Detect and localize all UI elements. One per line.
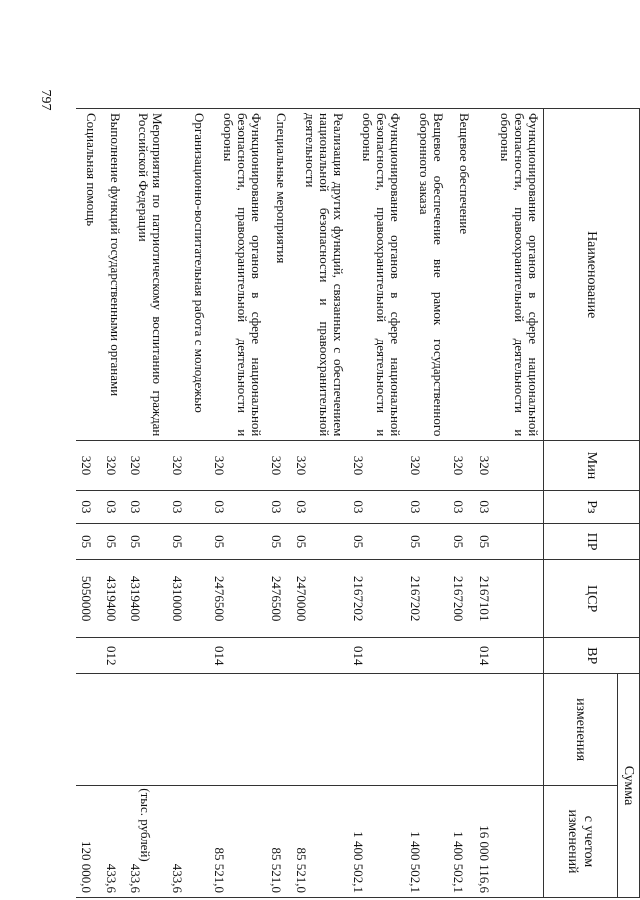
header-rz: Рз — [544, 490, 640, 524]
cell-csr: 2167202 — [405, 559, 448, 637]
cell-changes — [474, 674, 544, 786]
cell-pr: 05 — [291, 524, 348, 560]
page-number: 797 — [38, 89, 53, 111]
table-body — [76, 109, 544, 898]
cell-total: 120 000,0 — [76, 786, 101, 898]
cell-changes — [167, 674, 209, 786]
cell-pr: 05 — [405, 524, 448, 560]
cell-vr: 014 — [209, 638, 266, 674]
cell-min: 320 — [474, 441, 544, 490]
cell-vr — [291, 638, 348, 674]
cell-name: Вещевое обеспечение вне рамок государственного оборонного заказа — [405, 109, 448, 441]
cell-min: 320 — [266, 441, 291, 490]
cell-rz: 03 — [167, 490, 209, 524]
cell-name: Функционирование органов в сфере национальной безопасности, правоохранительной деятельности и обороны — [348, 109, 405, 441]
cell-changes — [76, 674, 101, 786]
cell-name: Функционирование органов в сфере национальной безопасности, правоохранительной деятельности и обороны — [474, 109, 544, 441]
cell-pr: 05 — [209, 524, 266, 560]
cell-total: 16 000 116,6 — [474, 786, 544, 898]
cell-name: Специальные мероприятия — [266, 109, 291, 441]
cell-rz: 03 — [76, 490, 101, 524]
cell-pr: 05 — [167, 524, 209, 560]
cell-rz: 03 — [266, 490, 291, 524]
table-row — [101, 109, 125, 898]
header-sum: Сумма — [618, 674, 640, 898]
cell-total: 433,6 — [101, 786, 125, 898]
cell-rz: 03 — [291, 490, 348, 524]
cell-vr: 014 — [474, 638, 544, 674]
cell-csr: 5050000 — [76, 559, 101, 637]
cell-min: 320 — [76, 441, 101, 490]
cell-changes — [125, 674, 167, 786]
cell-changes — [209, 674, 266, 786]
table-row — [405, 109, 448, 898]
table-row — [474, 109, 544, 898]
table-row — [348, 109, 405, 898]
cell-csr: 2476500 — [266, 559, 291, 637]
cell-total: 433,6 — [125, 786, 167, 898]
cell-min: 320 — [348, 441, 405, 490]
cell-changes — [448, 674, 474, 786]
cell-min: 320 — [125, 441, 167, 490]
cell-vr — [167, 638, 209, 674]
cell-name: Функционирование органов в сфере национальной безопасности, правоохранительной деятельности и обороны — [209, 109, 266, 441]
table-row — [125, 109, 167, 898]
table-row — [76, 109, 101, 898]
cell-pr: 05 — [474, 524, 544, 560]
cell-vr — [76, 638, 101, 674]
cell-min: 320 — [448, 441, 474, 490]
header-csr: ЦСР — [544, 559, 640, 637]
table-row — [209, 109, 266, 898]
cell-pr: 05 — [266, 524, 291, 560]
cell-pr: 05 — [125, 524, 167, 560]
cell-vr — [266, 638, 291, 674]
cell-total: 1 400 502,1 — [448, 786, 474, 898]
cell-min: 320 — [209, 441, 266, 490]
cell-rz: 03 — [348, 490, 405, 524]
cell-csr: 4310000 — [167, 559, 209, 637]
cell-changes — [266, 674, 291, 786]
cell-name: Мероприятия по патриотическому воспитанию граждан Российской Федерации — [125, 109, 167, 441]
cell-csr: 2167202 — [348, 559, 405, 637]
cell-rz: 03 — [125, 490, 167, 524]
cell-rz: 03 — [405, 490, 448, 524]
cell-total: 85 521,0 — [209, 786, 266, 898]
cell-vr: 012 — [101, 638, 125, 674]
cell-rz: 03 — [474, 490, 544, 524]
cell-pr: 05 — [76, 524, 101, 560]
cell-csr: 2470000 — [291, 559, 348, 637]
cell-csr: 4319400 — [101, 559, 125, 637]
header-with-changes: с учетом изменений — [544, 786, 618, 898]
units-label: (тыс. рублей) — [138, 788, 153, 862]
cell-min: 320 — [101, 441, 125, 490]
cell-min: 320 — [291, 441, 348, 490]
table-row — [266, 109, 291, 898]
cell-name: Вещевое обеспечение — [448, 109, 474, 441]
table-row — [167, 109, 209, 898]
header-name: Наименование — [544, 109, 640, 441]
cell-min: 320 — [167, 441, 209, 490]
cell-vr — [125, 638, 167, 674]
cell-name: Выполнение функций государственными органами — [101, 109, 125, 441]
cell-rz: 03 — [448, 490, 474, 524]
cell-changes — [405, 674, 448, 786]
cell-csr: 2167200 — [448, 559, 474, 637]
cell-total: 85 521,0 — [291, 786, 348, 898]
cell-rz: 03 — [209, 490, 266, 524]
cell-pr: 05 — [101, 524, 125, 560]
cell-min: 320 — [405, 441, 448, 490]
header-min: Мин — [544, 441, 640, 490]
budget-table — [76, 108, 640, 898]
header-vr: ВР — [544, 638, 640, 674]
cell-total: 1 400 502,1 — [405, 786, 448, 898]
cell-changes — [101, 674, 125, 786]
cell-total: 85 521,0 — [266, 786, 291, 898]
header-pr: ПР — [544, 524, 640, 560]
cell-rz: 03 — [101, 490, 125, 524]
cell-name: Социальная помощь — [76, 109, 101, 441]
cell-pr: 05 — [448, 524, 474, 560]
cell-csr: 2476500 — [209, 559, 266, 637]
cell-name: Организационно-воспитательная работа с молодежью — [167, 109, 209, 441]
cell-changes — [348, 674, 405, 786]
cell-name: Реализация других функций, связанных с обеспечением национальной безопасности и правоохранительной деятельности — [291, 109, 348, 441]
cell-csr: 4319400 — [125, 559, 167, 637]
cell-total: 433,6 — [167, 786, 209, 898]
cell-vr — [405, 638, 448, 674]
cell-vr: 014 — [348, 638, 405, 674]
cell-total: 1 400 502,1 — [348, 786, 405, 898]
table-row — [448, 109, 474, 898]
cell-csr: 2167101 — [474, 559, 544, 637]
cell-pr: 05 — [348, 524, 405, 560]
cell-changes — [291, 674, 348, 786]
cell-vr — [448, 638, 474, 674]
table-row — [291, 109, 348, 898]
table-header — [544, 109, 640, 898]
header-changes: изменения — [544, 674, 618, 786]
